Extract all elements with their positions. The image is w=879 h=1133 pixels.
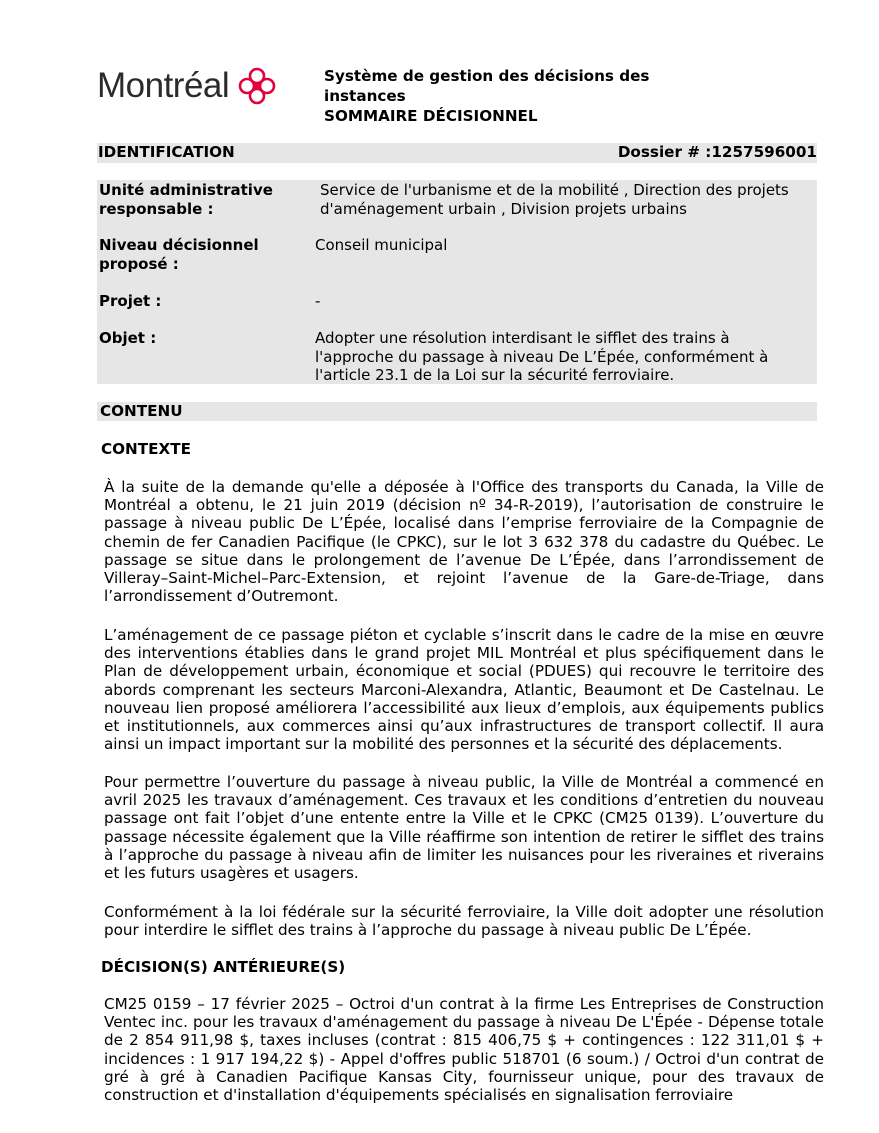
field-label-niveau: Niveau décisionnel proposé : (99, 236, 259, 273)
system-title: Système de gestion des décisions des instances (324, 67, 650, 105)
montreal-logo (97, 64, 279, 108)
document-header (324, 66, 704, 126)
field-label-projet: Projet : (99, 292, 162, 310)
identification-label: IDENTIFICATION (98, 143, 235, 161)
field-value-unite: Service de l'urbanisme et de la mobilité , Direction des projets d'aménagement urbain , Division projets urbains (320, 181, 789, 218)
field-value-objet: Adopter une résolution interdisant le sifflet des trains à l'approche du passage à niveau De L’Épée, conformément à l'article 23.1 de la Loi sur la sécurité ferroviaire. (315, 329, 769, 385)
dossier-number: Dossier # :1257596001 (617, 143, 817, 161)
decisions-anterieures-title: DÉCISION(S) ANTÉRIEURE(S) (101, 958, 346, 976)
logo-wordmark: Montréal (97, 66, 230, 105)
document-type: SOMMAIRE DÉCISIONNEL (324, 107, 538, 125)
field-value-niveau: Conseil municipal (315, 236, 448, 254)
identification-fields (97, 180, 817, 384)
contexte-title: CONTEXTE (101, 440, 191, 458)
field-label-unite: Unité administrative responsable : (99, 181, 273, 218)
field-label-objet: Objet : (99, 329, 157, 347)
contenu-bar (97, 402, 817, 421)
contexte-paragraph-2: L’aménagement de ce passage piéton et cyclable s’inscrit dans le cadre de la mise en œuvre des interventions établies dans le grand projet MIL Montréal et plus spécifiquement dans le Plan de développement urbain, économique et social (PDUES) qui recouvre le territoire des abords comprenant les secteurs Marconi-Alexandra, Atlantic, Beaumont et De Castelnau. Le nouveau lien proposé améliorera l’accessibilité aux lieux d’emplois, aux équipements publics et institutionnels, aux commerces ainsi qu’aux infrastructures de transport collectif. Il aura ainsi un impact important sur la mobilité des personnes et la sécurité des déplacements. (104, 626, 824, 754)
contexte-paragraph-3: Pour permettre l’ouverture du passage à niveau public, la Ville de Montréal a commencé en avril 2025 les travaux d’aménagement. Ces travaux et les conditions d’entretien du nouveau passage ont fait l’objet d’une entente entre la Ville et le CPKC (CM25 0139). L’ouverture du passage nécessite également que la Ville réaffirme son intention de retirer le sifflet des trains à l’approche du passage à niveau afin de limiter les nuisances pour les riveraines et riverains et les futurs usagères et usagers. (104, 773, 824, 883)
field-value-projet: - (315, 292, 321, 310)
identification-bar (97, 143, 817, 163)
contenu-label: CONTENU (100, 402, 183, 420)
contexte-paragraph-1: À la suite de la demande qu'elle a déposée à l'Office des transports du Canada, la Ville de Montréal a obtenu, le 21 juin 2019 (décision nº 34-R-2019), l’autorisation de construire le passage à niveau public De L’Épée, localisé dans l’emprise ferroviaire de la Compagnie de chemin de fer Canadien Pacifique (le CPKC), sur le lot 3 632 378 du cadastre du Québec. Le passage se situe dans le prolongement de l’avenue De L’Épée, dans l’arrondissement de Villeray–Saint-Michel–Parc-Extension, et rejoint l’avenue de la Gare-de-Triage, dans l’arrondissement d’Outremont. (104, 478, 824, 606)
montreal-flower-icon (235, 64, 279, 108)
decisions-anterieures-text: CM25 0159 – 17 février 2025 – Octroi d'un contrat à la firme Les Entreprises de Construction Ventec inc. pour les travaux d'aménagement du passage à niveau De L'Épée - Dépense totale de 2 854 911,98 $, taxes incluses (contrat : 815 406,75 $ + contingences : 122 311,01 $ + incidences : 1 917 194,22 $) - Appel d'offres public 518701 (6 soum.) / Octroi d'un contrat de gré à gré à Canadien Pacifique Kansas City, fournisseur unique, pour des travaux de construction et d'installation d'équipements spécialisés en signalisation ferroviaire (104, 995, 824, 1105)
contexte-paragraph-4: Conformément à la loi fédérale sur la sécurité ferroviaire, la Ville doit adopter une résolution pour interdire le sifflet des trains à l’approche du passage à niveau public De L’Épée. (104, 903, 824, 940)
